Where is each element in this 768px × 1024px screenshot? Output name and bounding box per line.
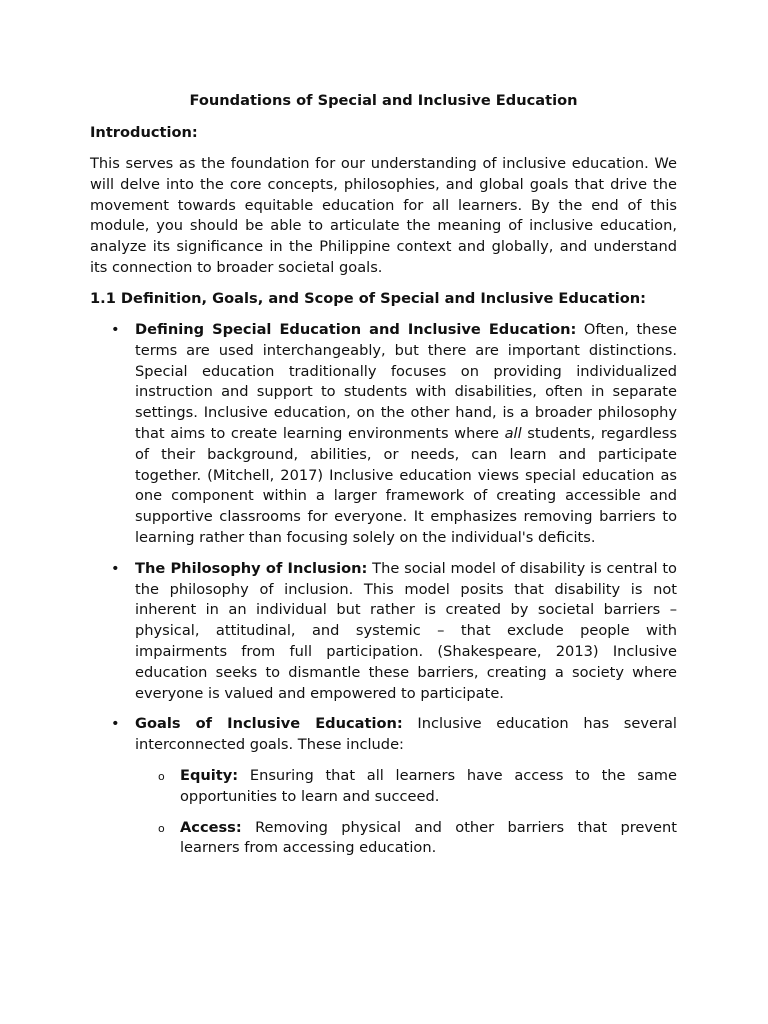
bullet-marker: • [111, 559, 120, 577]
intro-heading: Introduction: [90, 124, 198, 141]
bullet-text: The social model of disability is central to the philosophy of inclusion. This model posits that disability is not inherent in an individual but rather is created by societal barriers – physical, attitudinal, and systemic – that exclude people with impairments from full participation. (Shakespeare, 2013) Inclusive education seeks to dismantle these barriers, creating a society where everyone is valued and empowered to participate. [135, 559, 677, 702]
sub-bullet-label: Access: [180, 818, 242, 836]
intro-paragraph: This serves as the foundation for our understanding of inclusive education. We will delve into the core concepts, philosophies, and global goals that drive the movement towards equitable education for all learners. By the end of this module, you should be able to articulate the meaning of inclusive education, analyze its significance in the Philippine context and globally, and understand its connection to broader societal goals. [90, 155, 677, 276]
bullet-marker: • [111, 715, 120, 733]
bullet-italic-text: all [504, 424, 522, 442]
sub-bullet-marker: o [158, 769, 165, 783]
sub-bullet-marker: o [158, 821, 165, 835]
sub-bullet-text: Removing physical and other barriers that prevent learners from accessing education. [180, 818, 677, 857]
bullet-list [0, 320, 768, 869]
bullet-text: Often, these terms are used interchangeably, but there are important distinctions. Special education traditionally focuses on providing individualized instruction and support to students with disabilities, often in separate settings. Inclusive education, on the other hand, is a broader philosophy that aims to create learning environments where [135, 321, 677, 442]
bullet-label: The Philosophy of Inclusion: [135, 559, 368, 577]
bullet-item-goals [111, 714, 677, 859]
sub-bullet-list [135, 766, 677, 859]
bullet-text: students, regardless of their background, abilities, or needs, can learn and participate together. (Mitchell, 2017) Inclusive education views special education as one component within a larger framework of creating accessible and supportive classrooms for everyone. It emphasizes removing barriers to learning rather than focusing solely on the individual's deficits. [135, 424, 677, 546]
bullet-text: Inclusive education has several interconnected goals. These include: [135, 715, 677, 754]
bullet-item-philosophy [111, 559, 677, 705]
sub-bullet-text: Ensuring that all learners have access to the same opportunities to learn and succeed. [180, 766, 677, 805]
sub-bullet-item-access [158, 818, 677, 860]
bullet-label: Goals of Inclusive Education: [135, 715, 403, 733]
sub-bullet-item-equity [158, 766, 677, 808]
bullet-item-definition [111, 320, 677, 549]
sub-bullet-label: Equity: [180, 766, 239, 784]
bullet-label: Defining Special Education and Inclusive Education: [135, 321, 577, 338]
document-title: Foundations of Special and Inclusive Education [189, 92, 578, 109]
section-heading: 1.1 Definition, Goals, and Scope of Special and Inclusive Education: [90, 290, 646, 307]
bullet-marker: • [111, 321, 120, 338]
